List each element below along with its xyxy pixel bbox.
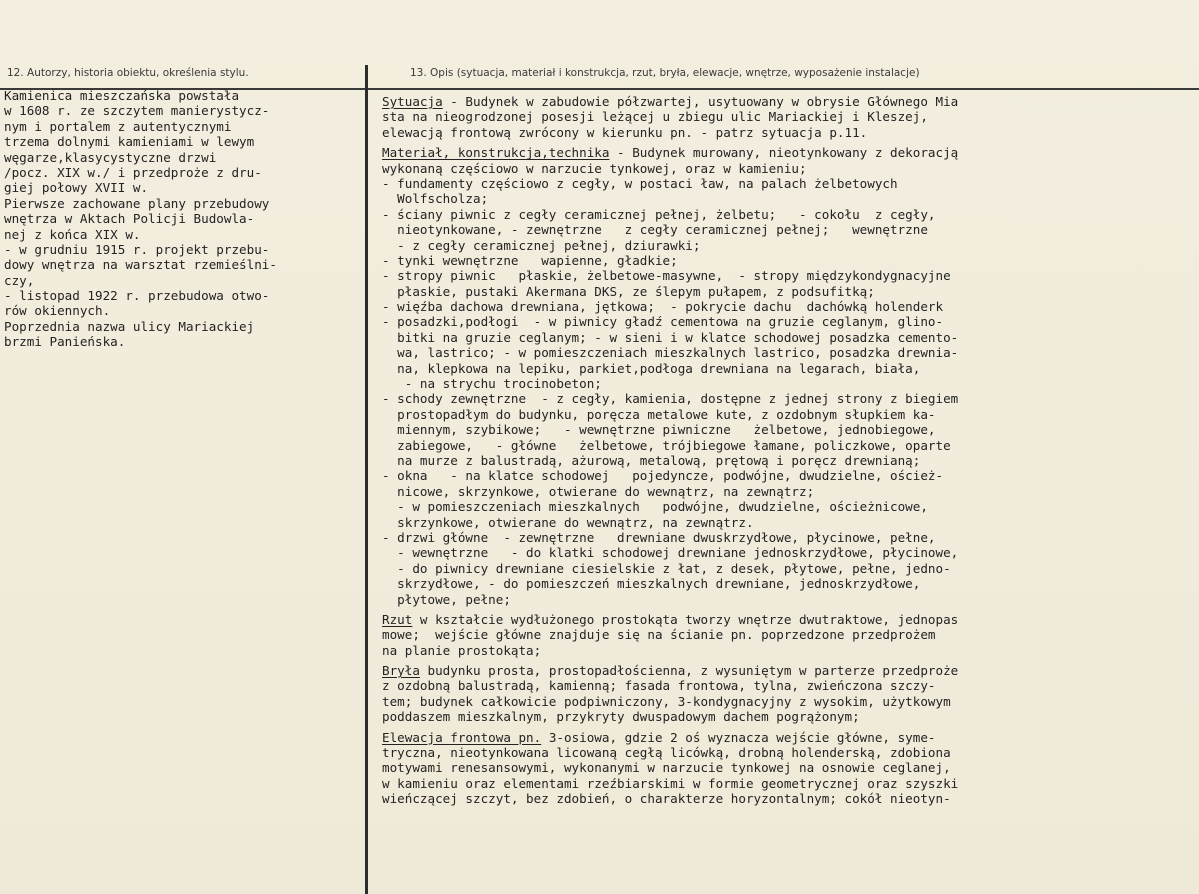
section-text-line bbox=[382, 643, 1194, 658]
section-text-line bbox=[382, 314, 1194, 329]
section-line-text: z ozdobną balustradą, kamienną; fasada frontowa, tylna, zwieńczona szczy- bbox=[382, 678, 936, 694]
section-line-text: - Budynek murowany, nieotynkowany z dekoracją bbox=[609, 145, 959, 161]
section-line-text: elewacją frontową zwrócony w kierunku pn. - patrz sytuacja p.11. bbox=[382, 124, 868, 140]
section-text-line bbox=[382, 484, 1194, 499]
right-column-text bbox=[382, 94, 1194, 807]
section-line-text: 3-osiowa, gdzie 2 oś wyznacza wejście główne, syme- bbox=[541, 729, 936, 745]
section-line-text: w kształcie wydłużonego prostokąta tworzy wnętrze dwutraktowe, jednopas bbox=[412, 611, 959, 627]
section-text-line bbox=[382, 376, 1194, 391]
section-line-text: - okna - na klatce schodowej pojedyncze, podwójne, dwudzielne, oścież- bbox=[382, 468, 944, 484]
section-text-line bbox=[382, 191, 1194, 206]
description-section bbox=[382, 145, 1194, 607]
right-column-header: 13. Opis (sytuacja, materiał i konstrukcja, rzut, bryła, elewacje, wnętrze, wyposażenie instalacje) bbox=[410, 67, 920, 79]
section-text-line bbox=[382, 207, 1194, 222]
section-text-line bbox=[382, 694, 1194, 709]
left-text-line: nym i portalem z autentycznymi bbox=[4, 118, 232, 134]
section-text-line bbox=[382, 438, 1194, 453]
section-heading: Bryła bbox=[382, 663, 420, 679]
section-line-text: - Budynek w zabudowie półzwartej, usytuowany w obrysie Głównego Mia bbox=[442, 94, 959, 109]
section-line-text: - na strychu trocinobeton; bbox=[382, 376, 602, 392]
section-text-line bbox=[382, 422, 1194, 437]
section-text-line bbox=[382, 592, 1194, 607]
section-text-line bbox=[382, 299, 1194, 314]
section-text-line bbox=[382, 663, 1194, 678]
section-text-line bbox=[382, 361, 1194, 376]
left-text-line: giej połowy XVII w. bbox=[4, 180, 149, 196]
section-line-text: miennym, szybikowe; - wewnętrzne piwniczne żelbetowe, jednobiegowe, bbox=[382, 422, 936, 438]
section-heading: Elewacja frontowa pn. bbox=[382, 729, 542, 745]
section-line-text: zabiegowe, - główne żelbetowe, trójbiegowe łamane, policzkowe, oparte bbox=[382, 437, 951, 453]
section-line-text: na planie prostokąta; bbox=[382, 642, 542, 658]
section-line-text: - posadzki,podłogi - w piwnicy gładź cementowa na gruzie ceglanym, glino- bbox=[382, 314, 944, 330]
section-text-line bbox=[382, 468, 1194, 483]
section-text-line bbox=[382, 499, 1194, 514]
section-line-text: bitki na gruzie ceglanym; - w sieni i w klatce schodowej posadzka cemento- bbox=[382, 329, 959, 345]
section-line-text: - więźba dachowa drewniana, jętkowa; - pokrycie dachu dachówką holenderk bbox=[382, 299, 944, 315]
section-text-line bbox=[382, 391, 1194, 406]
section-text-line bbox=[382, 94, 1194, 109]
section-text-line bbox=[382, 453, 1194, 468]
section-text-line bbox=[382, 268, 1194, 283]
section-line-text: - fundamenty częściowo z cegły, w postaci ław, na palach żelbetowych bbox=[382, 175, 898, 191]
section-line-text: skrzynkowe, otwierane do wewnątrz, na zewnątrz. bbox=[382, 514, 754, 530]
section-line-text: - z cegły ceramicznej pełnej, dziurawki; bbox=[382, 237, 701, 253]
section-text-line bbox=[382, 330, 1194, 345]
section-line-text: mowe; wejście główne znajduje się na ścianie pn. poprzedzone przedprożem bbox=[382, 627, 936, 643]
left-text-line: wnętrza w Aktach Policji Budowla- bbox=[4, 211, 255, 227]
section-heading: Sytuacja bbox=[382, 94, 443, 109]
section-text-line bbox=[382, 109, 1194, 124]
section-line-text: prostopadłym do budynku, poręcza metalowe kute, z ozdobnym słupkiem ka- bbox=[382, 406, 936, 422]
left-text-line: /pocz. XIX w./ i przedproże z dru- bbox=[4, 164, 262, 180]
section-line-text: - drzwi główne - zewnętrzne drewniane dwuskrzydłowe, płycinowe, pełne, bbox=[382, 529, 936, 545]
section-line-text: Wolfscholza; bbox=[382, 191, 489, 207]
column-divider bbox=[365, 65, 368, 894]
left-column-header: 12. Autorzy, historia obiektu, określenia stylu. bbox=[7, 67, 249, 79]
section-line-text: - tynki wewnętrzne wapienne, gładkie; bbox=[382, 252, 678, 268]
section-line-text: - wewnętrzne - do klatki schodowej drewniane jednoskrzydłowe, płycinowe, bbox=[382, 545, 959, 561]
section-text-line bbox=[382, 709, 1194, 724]
section-line-text: sta na nieogrodzonej posesji leżącej u zbiegu ulic Mariackiej i Kleszej, bbox=[382, 109, 928, 125]
left-text-line: Kamienica mieszczańska powstała bbox=[4, 88, 240, 103]
section-text-line bbox=[382, 545, 1194, 560]
section-line-text: w kamieniu oraz elementami rzeźbiarskimi w formie geometrycznej oraz szyszki bbox=[382, 775, 959, 791]
section-line-text: skrzydłowe, - do pomieszczeń mieszkalnych drewniane, jednoskrzydłowe, bbox=[382, 576, 921, 592]
section-line-text: na murze z balustradą, ażurową, metalową, prętową i poręcz drewnianą; bbox=[382, 452, 921, 468]
section-line-text: budynku prosta, prostopadłościenna, z wysuniętym w parterze przedproże bbox=[419, 663, 959, 679]
section-text-line bbox=[382, 627, 1194, 642]
section-text-line bbox=[382, 678, 1194, 693]
section-line-text: - w pomieszczeniach mieszkalnych podwójne, dwudzielne, ościeżnicowe, bbox=[382, 499, 928, 515]
section-text-line bbox=[382, 515, 1194, 530]
section-text-line bbox=[382, 145, 1194, 160]
left-text-line: czy, bbox=[4, 272, 35, 288]
section-line-text: płaskie, pustaki Akermana DKS, ze ślepym pułapem, z podsufitką; bbox=[382, 283, 875, 299]
left-column-text bbox=[4, 88, 362, 350]
left-text-line: - listopad 1922 r. przebudowa otwo- bbox=[4, 288, 270, 304]
section-text-line bbox=[382, 530, 1194, 545]
section-line-text: - schody zewnętrzne - z cegły, kamienia, dostępne z jednej strony z biegiem bbox=[382, 391, 959, 407]
section-line-text: nicowe, skrzynkowe, otwierane do wewnątrz, na zewnątrz; bbox=[382, 483, 815, 499]
section-line-text: wieńczącej szczyt, bez zdobień, o charakterze horyzontalnym; cokół nieotyn- bbox=[382, 791, 951, 807]
left-text-line: węgarze,klasycystyczne drzwi bbox=[4, 149, 217, 165]
section-text-line bbox=[382, 776, 1194, 791]
left-text-line: Pierwsze zachowane plany przebudowy bbox=[4, 195, 270, 211]
section-text-line bbox=[382, 161, 1194, 176]
section-text-line bbox=[382, 238, 1194, 253]
section-text-line bbox=[382, 222, 1194, 237]
section-line-text: wykonaną częściowo w narzucie tynkowej, oraz w kamieniu; bbox=[382, 160, 807, 176]
section-text-line bbox=[382, 791, 1194, 806]
section-line-text: - stropy piwnic płaskie, żelbetowe-masywne, - stropy międzykondygnacyjne bbox=[382, 268, 951, 284]
section-line-text: - ściany piwnic z cegły ceramicznej pełnej, żelbetu; - cokołu z cegły, bbox=[382, 206, 936, 222]
section-text-line bbox=[382, 576, 1194, 591]
left-text-line: w 1608 r. ze szczytem manierystycz- bbox=[4, 103, 270, 119]
description-section bbox=[382, 94, 1194, 140]
left-text-line: rów okiennych. bbox=[4, 303, 111, 319]
section-text-line bbox=[382, 253, 1194, 268]
description-section bbox=[382, 663, 1194, 725]
section-line-text: tem; budynek całkowicie podpiwniczony, 3-kondygnacyjny z wysokim, użytkowym bbox=[382, 693, 951, 709]
left-text-line: - w grudniu 1915 r. projekt przebu- bbox=[4, 241, 270, 257]
section-text-line bbox=[382, 284, 1194, 299]
description-section bbox=[382, 612, 1194, 658]
left-text-line: dowy wnętrza na warsztat rzemieślni- bbox=[4, 257, 277, 273]
description-section bbox=[382, 730, 1194, 807]
section-text-line bbox=[382, 745, 1194, 760]
section-text-line bbox=[382, 345, 1194, 360]
section-heading: Materiał, konstrukcja,technika bbox=[382, 145, 610, 161]
section-text-line bbox=[382, 612, 1194, 627]
section-text-line bbox=[382, 730, 1194, 745]
section-line-text: na, klepkowa na lepiku, parkiet,podłoga drewniana na legarach, biała, bbox=[382, 360, 921, 376]
left-text-line: brzmi Panieńska. bbox=[4, 334, 126, 350]
section-line-text: motywami renesansowymi, wykonanymi w narzucie tynkowej na osnowie ceglanej, bbox=[382, 760, 951, 776]
section-line-text: - do piwnicy drewniane ciesielskie z łat, z desek, płytowe, pełne, jedno- bbox=[382, 560, 951, 576]
section-text-line bbox=[382, 561, 1194, 576]
left-text-line: nej z końca XIX w. bbox=[4, 226, 141, 242]
section-text-line bbox=[382, 760, 1194, 775]
section-line-text: nieotynkowane, - zewnętrzne z cegły ceramicznej pełnej; wewnętrzne bbox=[382, 222, 928, 238]
section-text-line bbox=[382, 407, 1194, 422]
section-line-text: poddaszem mieszkalnym, przykryty dwuspadowym dachem pogrążonym; bbox=[382, 709, 860, 725]
section-text-line bbox=[382, 176, 1194, 191]
section-line-text: płytowe, pełne; bbox=[382, 591, 511, 607]
section-text-line bbox=[382, 125, 1194, 140]
left-text-line: Poprzednia nazwa ulicy Mariackiej bbox=[4, 318, 255, 334]
section-heading: Rzut bbox=[382, 611, 413, 627]
section-line-text: wa, lastrico; - w pomieszczeniach mieszkalnych lastrico, posadzka drewnia- bbox=[382, 345, 959, 361]
section-line-text: tryczna, nieotynkowana licowaną cegłą licówką, drobną holenderską, zdobiona bbox=[382, 745, 951, 761]
left-text-line: trzema dolnymi kamieniami w lewym bbox=[4, 134, 255, 150]
